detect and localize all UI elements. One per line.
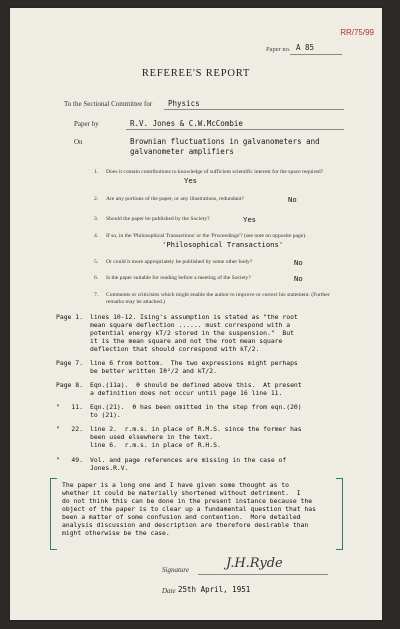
question-3-text: Should the paper be published by the Society? [106, 216, 210, 222]
question-1-answer: Yes [184, 176, 197, 185]
date-value: 25th April, 1951 [178, 585, 251, 594]
paper-title-line1: Brownian fluctuations in galvanometers and [130, 137, 320, 146]
signature-underline [198, 574, 328, 575]
summary-bracket-right [336, 478, 343, 550]
signature-value: J.H.Ryde [226, 556, 283, 571]
date-label: Date [162, 587, 176, 595]
comment-1-text: lines 10-12. Ising's assumption is stated as "the root mean square deflection ...... must correspond with a potential energy kT/2 stored in the suspension." But it is the mean square and not the root mean square deflection that should correspond with kT/2. [90, 313, 298, 353]
question-2-text: Are any portions of the paper, or any illustrations, redundant? [106, 196, 244, 202]
question-6-answer: No [294, 274, 303, 283]
question-7-text: Comments or criticisms which might enable the author to improve or correct his statement. (Further remarks may be attached.) [106, 292, 330, 305]
question-4-answer: 'Philosophical Transactions' [162, 240, 284, 249]
question-3-answer: Yes [243, 215, 256, 224]
comment-6-ref: " 49. [56, 456, 83, 464]
question-6-text: Is the paper suitable for reading before a meeting of the Society? [106, 275, 251, 281]
question-5-answer: No [294, 258, 303, 267]
report-sheet [10, 8, 382, 620]
question-2-num: 2. [94, 196, 99, 202]
summary-remark: The paper is a long one and I have given some thought as to whether it could be materially shortened without detriment. I do not think this can be done in the present instance because the object of the paper is to clear up a fundamental question that has been a matter of some confusion and contention. More detailed analysis discussion and description are therefore desirable than might otherwise be the case. [62, 481, 316, 537]
question-1-num: 1. [94, 169, 99, 175]
comment-5-ref: " 22. [56, 425, 83, 433]
archive-reference: RR/75/99 [340, 28, 374, 37]
paper-no-label: Paper no. [266, 46, 291, 53]
question-6-num: 6. [94, 275, 99, 281]
comment-6-text: Vol. and page references are missing in the case of Jones.R.V. [90, 456, 287, 472]
paper-by-underline [126, 129, 344, 130]
comment-2-ref: Page 7. [56, 359, 83, 367]
committee-label: To the Sectional Committee for [64, 100, 153, 108]
comment-2-text: line 6 from bottom. The two expressions might perhaps be better written Iθ²/2 and kT/2. [90, 359, 298, 375]
committee-underline [164, 109, 344, 110]
paper-no-value: A 85 [296, 43, 315, 52]
question-4-text: If so, in the 'Philosophical Transactions' or the 'Proceedings'? (see note on opposite page). [106, 233, 307, 239]
question-4-num: 4. [94, 233, 99, 239]
comment-4-text: Eqn.(21). θ has been omitted in the step from eqn.(20) to (21). [90, 403, 302, 419]
paper-by-label: Paper by [74, 120, 99, 128]
comment-3-text: Eqn.(11a). θ should be defined above this. At present a definition does not occur until page 16 line 11. [90, 381, 302, 397]
question-5-text: Or could it more appropriately be published by some other body? [106, 259, 253, 265]
question-1-text: Does it contain contributions to knowledge of sufficient scientific interest for the space required? [106, 169, 324, 175]
comment-5-text: line 2. r.m.s. in place of R.M.S. since the former has been used elsewhere in the text. line 6. r.m.s. in place of R.H.S. [90, 425, 302, 449]
committee-value: Physics [168, 99, 200, 108]
page-title: REFEREE'S REPORT [141, 68, 251, 79]
question-2-answer: No [288, 195, 297, 204]
paper-title-line2: galvanometer amplifiers [130, 147, 234, 156]
on-label: On [74, 138, 83, 146]
question-3-num: 3. [94, 216, 99, 222]
summary-bracket-left [50, 478, 57, 550]
comment-3-ref: Page 8. [56, 381, 83, 389]
comment-1-ref: Page 1. [56, 313, 83, 321]
question-5-num: 5. [94, 259, 99, 265]
comment-4-ref: " 11. [56, 403, 83, 411]
paper-by-value: R.V. Jones & C.W.McCombie [130, 119, 243, 128]
signature-label: Signature [162, 566, 189, 574]
paper-no-underline [290, 54, 342, 55]
question-7-num: 7. [94, 292, 99, 298]
